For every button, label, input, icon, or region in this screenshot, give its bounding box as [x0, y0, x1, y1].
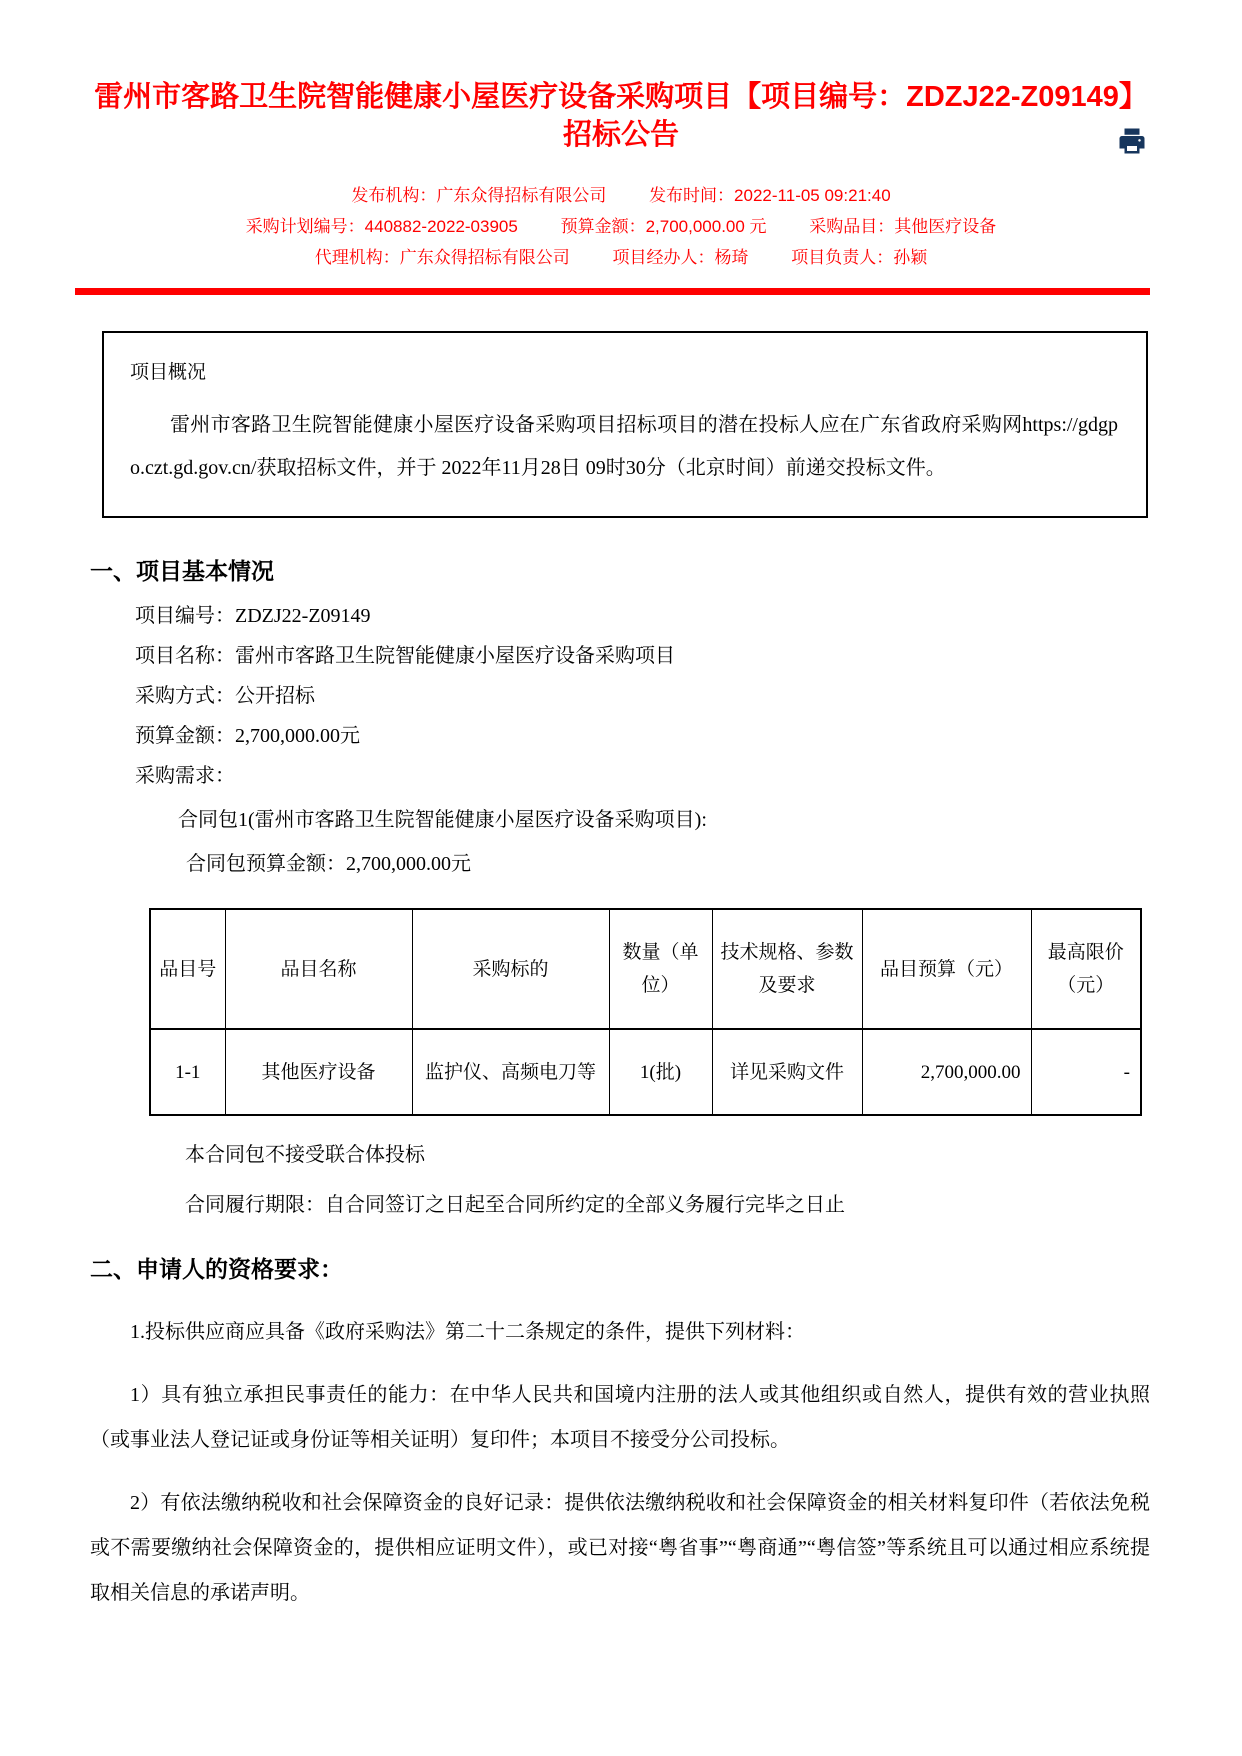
- budget-amount: 预算金额：2,700,000.00 元: [560, 217, 767, 236]
- header: [0, 0, 1242, 154]
- section-qualification: [0, 1256, 1242, 1616]
- cell-procurement-target: 监护仪、高频电刀等: [412, 1029, 609, 1115]
- qualification-paragraph-3: 2）有依法缴纳税收和社会保障资金的良好记录：提供依法缴纳税收和社会保障资金的相关材料复印件（若依法免税或不需要缴纳社会保障资金的，提供相应证明文件），或已对接“粤省事”“粤商通”“粤信签”等系统且可以通过相应系统提取相关信息的承诺声明。: [90, 1492, 1150, 1604]
- procurement-category: 采购品目：其他医疗设备: [809, 217, 997, 236]
- plan-number: 采购计划编号：440882-2022-03905: [245, 217, 518, 236]
- cell-max-price: -: [1031, 1029, 1141, 1115]
- meta-block: [0, 180, 1242, 273]
- meta-line-2: [0, 211, 1242, 242]
- detail-budget-amount: 预算金额：2,700,000.00元: [135, 725, 360, 747]
- overview-title: 项目概况: [130, 362, 207, 383]
- header-item-no: 品目号: [150, 909, 225, 1029]
- project-leader: 项目负责人：孙颖: [791, 248, 928, 267]
- table-row: [150, 1029, 1141, 1115]
- publisher: 发布机构：广东众得招标有限公司: [351, 186, 607, 205]
- contract-package-line: 合同包1(雷州市客路卫生院智能健康小屋医疗设备采购项目):: [178, 809, 707, 831]
- printer-icon: [1117, 144, 1147, 159]
- agency: 代理机构：广东众得招标有限公司: [314, 248, 570, 267]
- header-quantity: 数量（单位）: [609, 909, 712, 1029]
- section2-heading: 二、申请人的资格要求：: [90, 1257, 343, 1282]
- note-no-consortium: 本合同包不接受联合体投标: [185, 1144, 425, 1166]
- cell-specs: 详见采购文件: [712, 1029, 862, 1115]
- cell-item-name: 其他医疗设备: [225, 1029, 412, 1115]
- header-item-budget: 品目预算（元）: [862, 909, 1031, 1029]
- overview-paragraph: 雷州市客路卫生院智能健康小屋医疗设备采购项目招标项目的潜在投标人应在广东省政府采购网https://gdgpo.czt.gd.gov.cn/获取招标文件，并于 2022年11月28日 09时30分（北京时间）前递交投标文件。: [130, 414, 1118, 479]
- detail-procurement-method: 采购方式：公开招标: [135, 685, 315, 707]
- details-list: [135, 606, 1152, 786]
- header-max-price: 最高限价（元）: [1031, 909, 1141, 1029]
- print-button[interactable]: [1116, 126, 1148, 158]
- publish-time: 发布时间：2022-11-05 09:21:40: [649, 186, 891, 205]
- note-contract-period: 合同履行期限：自合同签订之日起至合同所约定的全部义务履行完毕之日止: [185, 1194, 845, 1216]
- section-basic-info: [0, 558, 1242, 1216]
- meta-line-3: [0, 242, 1242, 273]
- section1-heading: 一、项目基本情况: [90, 559, 274, 584]
- items-table: [149, 908, 1142, 1116]
- page-title: 雷州市客路卫生院智能健康小屋医疗设备采购项目【项目编号：ZDZJ22-Z09149】招标公告: [94, 81, 1148, 151]
- detail-procurement-demand: 采购需求：: [135, 765, 235, 787]
- cell-item-budget: 2,700,000.00: [862, 1029, 1031, 1115]
- qualification-paragraph-1: 1.投标供应商应具备《政府采购法》第二十二条规定的条件，提供下列材料：: [130, 1321, 805, 1343]
- meta-line-1: [0, 180, 1242, 211]
- detail-project-name: 项目名称：雷州市客路卫生院智能健康小屋医疗设备采购项目: [135, 645, 675, 667]
- detail-project-number: 项目编号：ZDZJ22-Z09149: [135, 605, 371, 627]
- table-header-row: [150, 909, 1141, 1029]
- overview-box: [102, 331, 1148, 518]
- header-item-name: 品目名称: [225, 909, 412, 1029]
- cell-item-no: 1-1: [150, 1029, 225, 1115]
- cell-quantity: 1(批): [609, 1029, 712, 1115]
- contract-budget-line: 合同包预算金额：2,700,000.00元: [186, 853, 471, 875]
- header-specs: 技术规格、参数及要求: [712, 909, 862, 1029]
- red-divider: [75, 288, 1150, 295]
- qualification-paragraph-2: 1）具有独立承担民事责任的能力：在中华人民共和国境内注册的法人或其他组织或自然人，提供有效的营业执照（或事业法人登记证或身份证等相关证明）复印件；本项目不接受分公司投标。: [90, 1384, 1150, 1451]
- header-procurement-target: 采购标的: [412, 909, 609, 1029]
- project-handler: 项目经办人：杨琦: [612, 248, 749, 267]
